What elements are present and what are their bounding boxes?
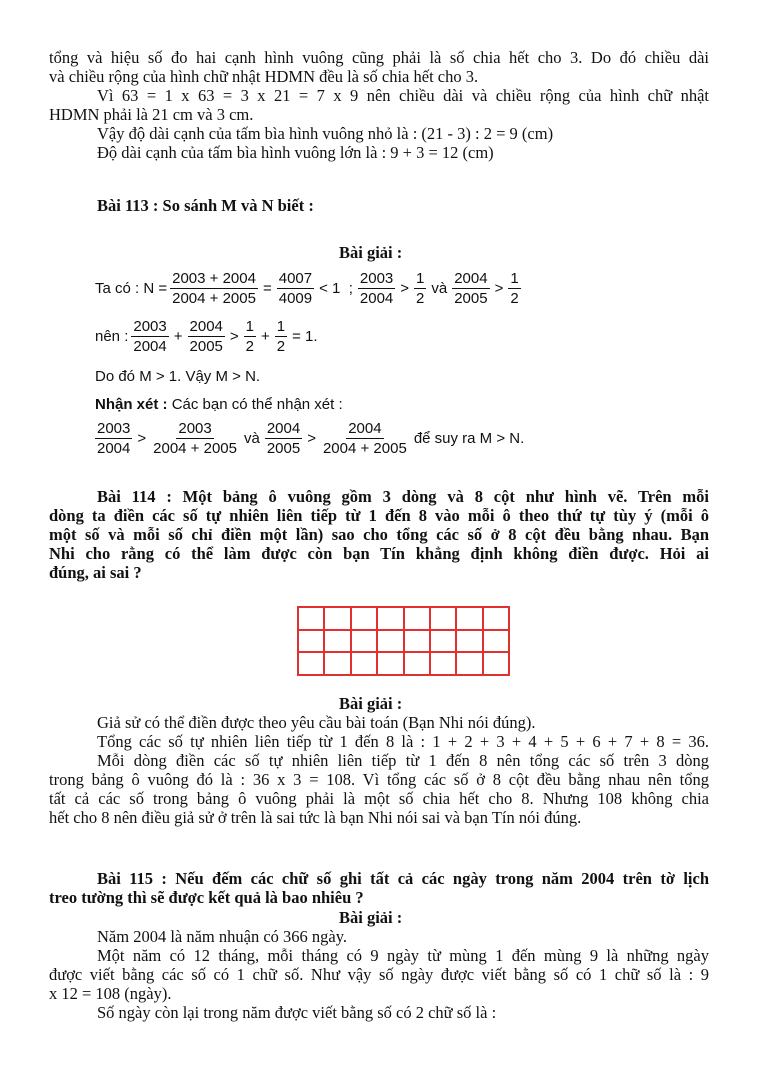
grid-cell	[298, 607, 324, 630]
fraction	[188, 318, 225, 355]
grid-cell	[430, 630, 456, 653]
math-line-remark	[95, 420, 526, 457]
grid-cell	[483, 607, 509, 630]
fraction	[414, 270, 426, 307]
denominator: 2	[510, 290, 519, 307]
numerator: 2003	[133, 318, 167, 335]
grid-row	[298, 607, 509, 630]
numerator: 2004	[454, 270, 488, 287]
denominator: 4009	[278, 290, 313, 307]
solution-line: hết cho 8 nên điều giả sử ở trên là sai tức là bạn Nhi nói sai và bạn Tín nói đúng.	[49, 808, 582, 827]
grid-row	[298, 630, 509, 653]
denominator: 2004	[133, 338, 167, 355]
numerator: 1	[276, 318, 286, 335]
conclusion-line: Do đó M > 1. Vậy M > N.	[95, 368, 261, 385]
solution-line: Giả sử có thể điền được theo yêu cầu bài toán (Bạn Nhi nói đúng).	[97, 713, 536, 732]
operator: >	[400, 280, 410, 297]
problem-115-line: Bài 115 : Nếu đếm các chữ số ghi tất cả các ngày trong năm 2004 trên tờ lịch	[97, 869, 709, 888]
solution-heading-114: Bài giải :	[339, 694, 403, 713]
solution-line: Mỗi dòng điền các số tự nhiên liên tiếp từ 1 đến 8 nên tổng các số trên 3 dòng	[97, 751, 709, 770]
grid-cell	[324, 652, 350, 675]
operator: < 1 ;	[319, 280, 353, 297]
grid-cell	[351, 607, 377, 630]
grid-cell	[456, 630, 482, 653]
operator: +	[173, 328, 183, 345]
math-prefix: nên :	[95, 328, 129, 345]
numerator: 1	[510, 270, 519, 287]
math-prefix: Ta có : N =	[95, 280, 168, 297]
problem-114-line: một số và mỗi số chỉ điền một lần) sao cho tổng các số ở 8 cột đều bằng nhau. Bạn	[49, 525, 709, 544]
operator: >	[494, 280, 504, 297]
grid-cell	[404, 652, 430, 675]
grid-cell	[298, 652, 324, 675]
solution-line: được viết bằng các số có 1 chữ số. Như vậy số ngày được viết bằng số có 1 chữ số là : 9	[49, 965, 709, 984]
denominator: 2	[245, 338, 254, 355]
solution-line: trong bảng ô vuông đó là : 36 x 3 = 108. Vì tổng các số ở 8 cột đều bằng nhau nên tổng	[49, 770, 709, 789]
operator: >	[307, 430, 316, 447]
conclusion-text: để suy ra M > N.	[413, 430, 525, 447]
denominator: 2004 + 2005	[153, 440, 237, 457]
paragraph-line: Vậy độ dài cạnh của tấm bìa hình vuông nhỏ là : (21 - 3) : 2 = 9 (cm)	[97, 124, 554, 143]
solution-line: Năm 2004 là năm nhuận có 366 ngày.	[97, 927, 348, 946]
fraction	[275, 318, 287, 355]
fraction	[358, 270, 395, 307]
problem-114-line: dòng ta điền các số tự nhiên liên tiếp từ 1 đến 8 vào mỗi ô theo thứ tự tùy ý (mỗi ô	[49, 506, 709, 525]
problem-114-line: Bài 114 : Một bảng ô vuông gồm 3 dòng và 8 cột như hình vẽ. Trên mỗi	[97, 487, 709, 506]
grid-cell	[404, 630, 430, 653]
grid-cell	[351, 652, 377, 675]
connector-text: và	[243, 430, 260, 447]
fraction	[321, 420, 409, 457]
remark-text: Các bạn có thể nhận xét :	[171, 396, 343, 413]
remark-label: Nhận xét :	[95, 396, 168, 413]
numerator: 2004	[348, 420, 382, 437]
grid-cell	[483, 630, 509, 653]
solution-heading-115: Bài giải :	[339, 908, 403, 927]
problem-115-line: treo tường thì sẽ được kết quả là bao nhiêu ?	[49, 888, 364, 907]
solution-line: Tổng các số tự nhiên liên tiếp từ 1 đến 8 là : 1 + 2 + 3 + 4 + 5 + 6 + 7 + 8 = 36.	[97, 732, 709, 751]
number-grid	[297, 606, 510, 676]
math-line-2	[95, 318, 320, 355]
grid-cell	[377, 652, 403, 675]
grid-cell	[456, 652, 482, 675]
grid-cell	[430, 607, 456, 630]
numerator: 2003	[97, 420, 131, 437]
numerator: 2003	[359, 270, 394, 287]
fraction	[508, 270, 520, 307]
solution-line: tất cả các số trong bảng ô vuông phải là một số chia hết cho 8. Nhưng 108 không chia	[49, 789, 709, 808]
grid-cell	[298, 630, 324, 653]
numerator: 1	[245, 318, 254, 335]
grid-cell	[324, 607, 350, 630]
numerator: 1	[416, 270, 425, 287]
denominator: 2004	[97, 440, 131, 457]
denominator: 2005	[454, 290, 488, 307]
solution-line: Số ngày còn lại trong năm được viết bằng số có 2 chữ số là :	[97, 1003, 497, 1022]
fraction	[265, 420, 302, 457]
grid-cell	[456, 607, 482, 630]
grid-cell	[430, 652, 456, 675]
solution-line: Một năm có 12 tháng, mỗi tháng có 9 ngày từ mùng 1 đến mùng 9 là những ngày	[97, 946, 709, 965]
solution-heading-113: Bài giải :	[339, 243, 403, 262]
fraction	[170, 270, 258, 307]
denominator: 2	[416, 290, 425, 307]
operator: >	[229, 328, 239, 345]
operator: = 1.	[292, 328, 318, 345]
denominator: 2004 + 2005	[322, 440, 407, 457]
problem-113-title: Bài 113 : So sánh M và N biết :	[97, 196, 314, 215]
numerator: 4007	[278, 270, 313, 287]
paragraph-line: Độ dài cạnh của tấm bìa hình vuông lớn là : 9 + 3 = 12 (cm)	[97, 143, 494, 162]
numerator: 2003	[178, 420, 212, 437]
numerator: 2004	[189, 318, 223, 335]
grid-cell	[483, 652, 509, 675]
fraction	[277, 270, 314, 307]
grid-cell	[324, 630, 350, 653]
problem-114-line: đúng, ai sai ?	[49, 563, 142, 582]
denominator: 2004	[359, 290, 394, 307]
denominator: 2004 + 2005	[172, 290, 256, 307]
grid-cell	[351, 630, 377, 653]
grid-cell	[377, 630, 403, 653]
operator: +	[261, 328, 270, 345]
numerator: 2003 + 2004	[172, 270, 256, 287]
fraction	[452, 270, 489, 307]
denominator: 2005	[266, 440, 301, 457]
operator: >	[137, 430, 147, 447]
denominator: 2	[276, 338, 286, 355]
remark-line	[95, 396, 343, 413]
fraction	[244, 318, 256, 355]
solution-line: x 12 = 108 (ngày).	[49, 984, 172, 1003]
problem-114-line: Nhi cho rằng có thể làm được còn bạn Tín khẳng định không điền được. Hỏi ai	[49, 544, 709, 563]
paragraph-line: Vì 63 = 1 x 63 = 3 x 21 = 7 x 9 nên chiều dài và chiều rộng của hình chữ nhật	[97, 86, 709, 105]
fraction	[95, 420, 132, 457]
paragraph-line: và chiều rộng của hình chữ nhật HDMN đều là số chia hết cho 3.	[49, 67, 479, 86]
numerator: 2004	[266, 420, 301, 437]
grid-cell	[404, 607, 430, 630]
connector-text: và	[431, 280, 448, 297]
operator: =	[262, 280, 272, 297]
fraction	[131, 318, 168, 355]
grid-row	[298, 652, 509, 675]
grid-cell	[377, 607, 403, 630]
fraction	[151, 420, 239, 457]
denominator: 2005	[189, 338, 223, 355]
math-line-1	[95, 270, 524, 307]
paragraph-line: HDMN phải là 21 cm và 3 cm.	[49, 105, 254, 124]
paragraph-line: tổng và hiệu số đo hai cạnh hình vuông cũng phải là số chia hết cho 3. Do đó chiều dài	[49, 48, 709, 67]
